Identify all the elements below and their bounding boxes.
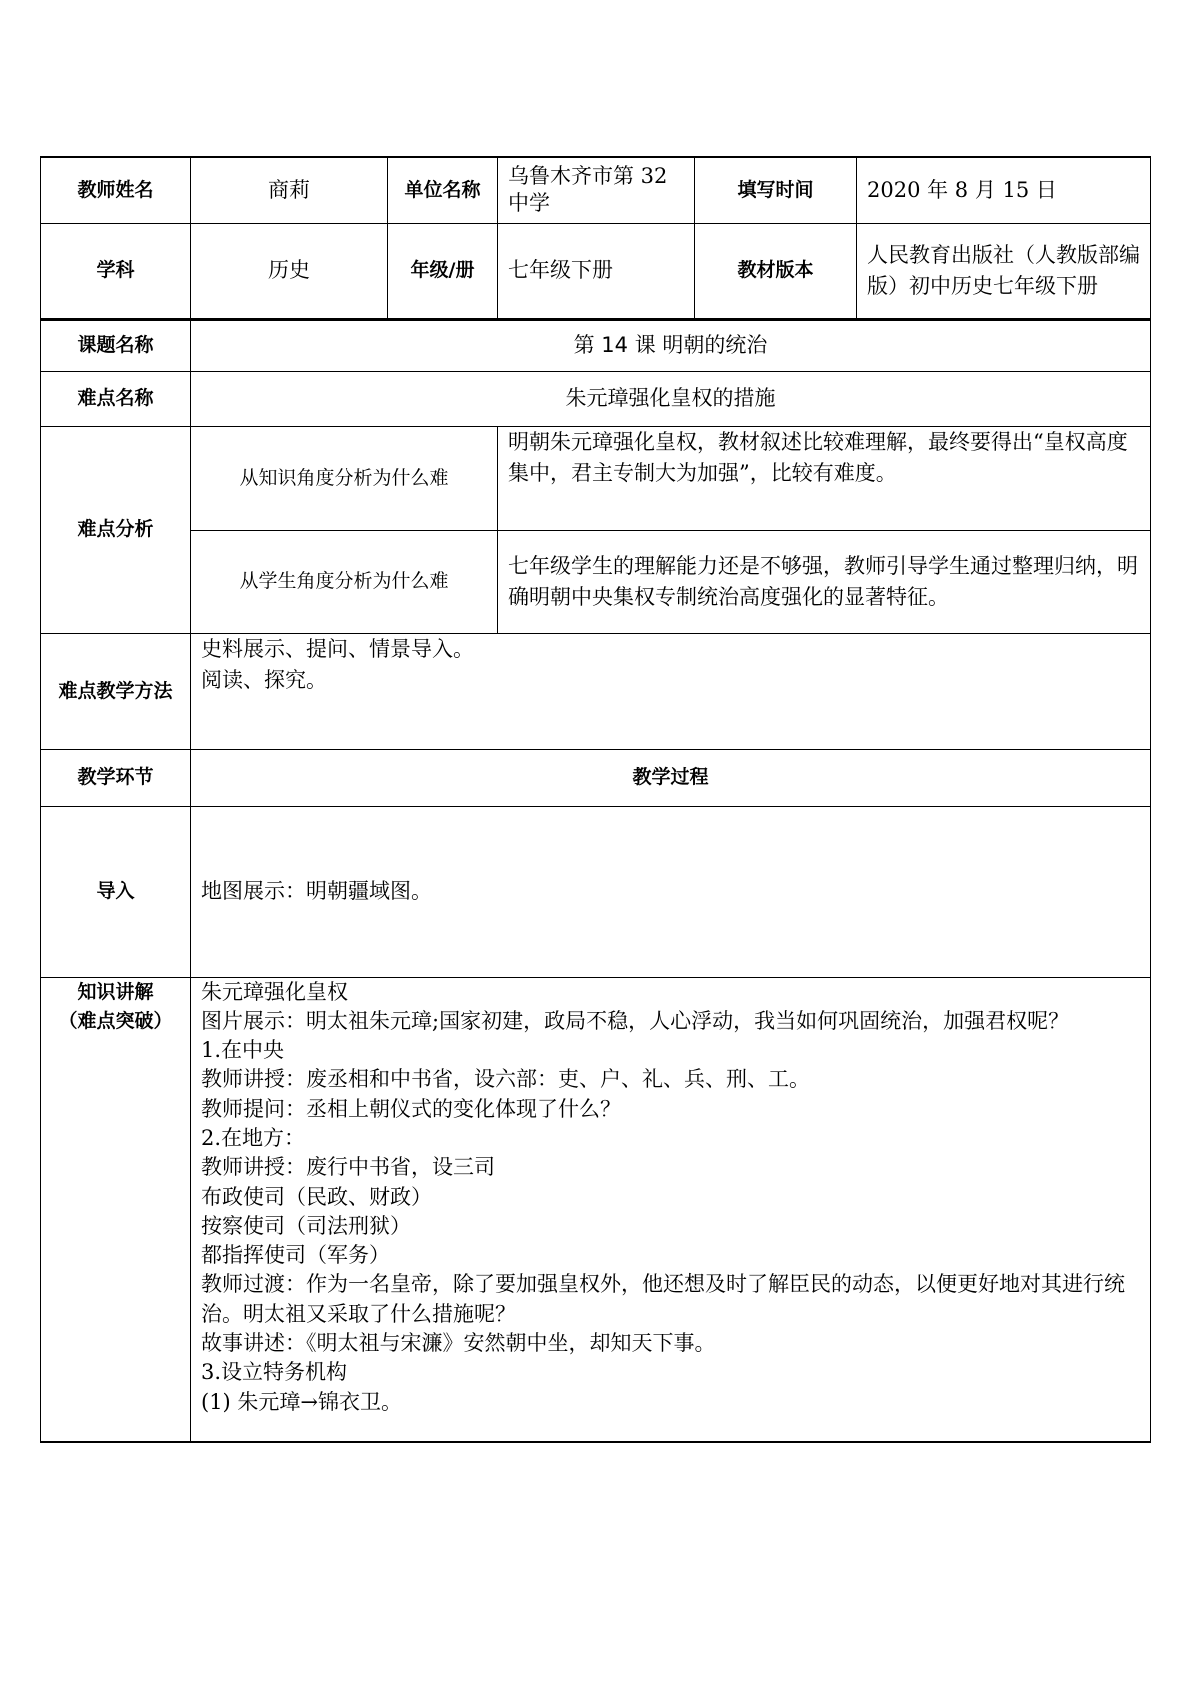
intro-text: 地图展示：明朝疆域图。 (191, 806, 1151, 977)
lecture-label (41, 977, 191, 1442)
knowledge-angle-label: 从知识角度分析为什么难 (191, 426, 498, 530)
knowledge-angle-text: 明朝朱元璋强化皇权，教材叙述比较难理解，最终要得出“皇权高度集中，君主专制大为加强”，比较有难度。 (498, 426, 1151, 530)
lecture-line: 布政使司（民政、财政） (201, 1184, 432, 1209)
lecture-label-line: （难点突破） (58, 1009, 173, 1032)
textbook-value: 人民教育出版社（人教版部编版）初中历史七年级下册 (857, 223, 1151, 319)
lecture-line: 按察使司（司法刑狱） (201, 1213, 411, 1238)
lecture-line: 朱元璋强化皇权 (201, 979, 348, 1004)
step-header: 教学环节 (41, 749, 191, 806)
lecture-line: 都指挥使司（军务） (201, 1243, 390, 1268)
lecture-line: 图片展示：明太祖朱元璋;国家初建，政局不稳，人心浮动，我当如何巩固统治，加强君权呢？ (201, 1008, 1070, 1033)
analysis-label: 难点分析 (41, 426, 191, 633)
process-header: 教学过程 (191, 749, 1151, 806)
lesson-plan-table (40, 156, 1151, 1443)
lecture-line: (1) 朱元璋→锦衣卫。 (201, 1389, 403, 1414)
lecture-line: 教师讲授：废行中书省，设三司 (201, 1155, 495, 1180)
lecture-label-line: 知识讲解 (77, 980, 154, 1003)
grade-label: 年级/册 (388, 223, 498, 319)
lecture-line: 故事讲述：《明太祖与宋濂》安然朝中坐，却知天下事。 (201, 1331, 716, 1356)
lecture-line: 1.在中央 (201, 1038, 285, 1063)
lecture-line: 教师提问：丞相上朝仪式的变化体现了什么？ (201, 1096, 621, 1121)
lecture-line: 2.在地方： (201, 1125, 306, 1150)
lecture-line: 教师讲授：废丞相和中书省，设六部：吏、户、礼、兵、刑、工。 (201, 1067, 810, 1092)
method-content (191, 633, 1151, 749)
unit-name-label: 单位名称 (388, 157, 498, 223)
textbook-label: 教材版本 (695, 223, 857, 319)
student-angle-label: 从学生角度分析为什么难 (191, 530, 498, 633)
lecture-content (191, 977, 1151, 1442)
fill-date-label: 填写时间 (695, 157, 857, 223)
teacher-name-value: 商莉 (191, 157, 388, 223)
topic-value: 第 14 课 明朝的统治 (191, 319, 1151, 371)
lecture-line: 3.设立特务机构 (201, 1360, 348, 1385)
difficulty-value: 朱元璋强化皇权的措施 (191, 371, 1151, 426)
lecture-line: 教师过渡：作为一名皇帝，除了要加强皇权外，他还想及时了解臣民的动态，以便更好地对其进行统治。明太祖又采取了什么措施呢？ (201, 1272, 1125, 1326)
student-angle-text: 七年级学生的理解能力还是不够强，教师引导学生通过整理归纳，明确明朝中央集权专制统治高度强化的显著特征。 (498, 530, 1151, 633)
unit-name-value: 乌鲁木齐市第 32 中学 (498, 157, 695, 223)
grade-value: 七年级下册 (498, 223, 695, 319)
subject-label: 学科 (41, 223, 191, 319)
method-label: 难点教学方法 (41, 633, 191, 749)
method-line: 阅读、探究。 (201, 667, 327, 692)
intro-label: 导入 (41, 806, 191, 977)
difficulty-label: 难点名称 (41, 371, 191, 426)
teacher-name-label: 教师姓名 (41, 157, 191, 223)
topic-label: 课题名称 (41, 319, 191, 371)
subject-value: 历史 (191, 223, 388, 319)
fill-date-value: 2020 年 8 月 15 日 (857, 157, 1151, 223)
method-line: 史料展示、提问、情景导入。 (201, 636, 474, 661)
